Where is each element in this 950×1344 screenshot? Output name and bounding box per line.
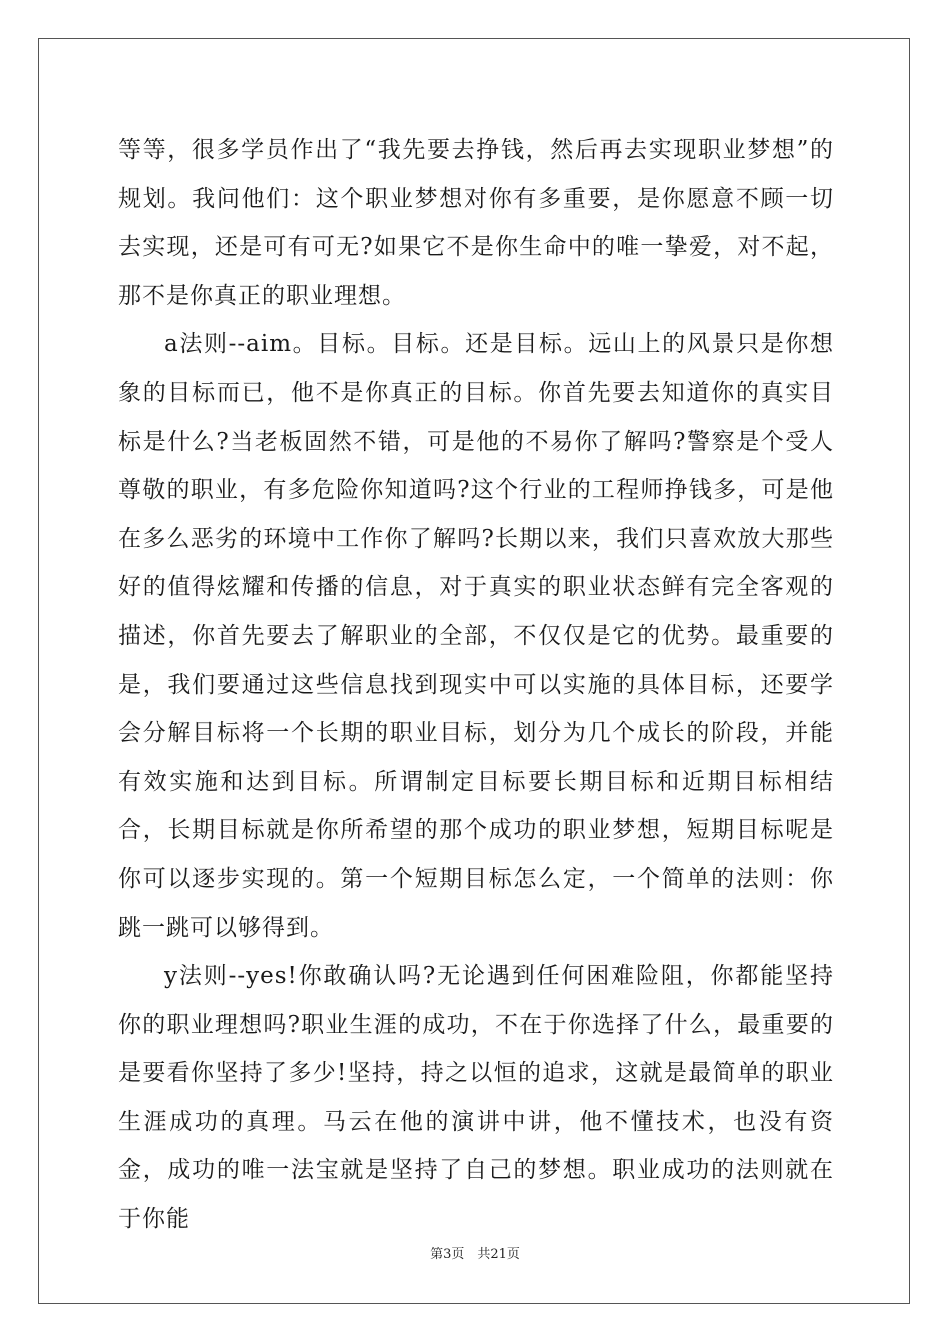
paragraph-3: y法则--yes!你敢确认吗?无论遇到任何困难险阻，你都能坚持你的职业理想吗?职业生涯的成功，不在于你选择了什么，最重要的是要看你坚持了多少!坚持，持之以恒的追求，这就是最简单的职业生涯成功的真理。马云在他的演讲中讲，他不懂技术，也没有资金，成功的唯一法宝就是坚持了自己的梦想。职业成功的法则就在于你能 bbox=[118, 963, 834, 1233]
paragraph-2: a法则--aim。目标。目标。还是目标。远山上的风景只是你想象的目标而已，他不是你真正的目标。你首先要去知道你的真实目标是什么?当老板固然不错，可是他的不易你了解吗?警察是个受人尊敬的职业，有多危险你知道吗?这个行业的工程师挣钱多，可是他在多么恶劣的环境中工作你了解吗?长期以来，我们只喜欢放大那些好的值得炫耀和传播的信息，对于真实的职业状态鲜有完全客观的描述，你首先要去了解职业的全部，不仅仅是它的优势。最重要的是，我们要通过这些信息找到现实中可以实施的具体目标，还要学会分解目标将一个长期的职业目标，划分为几个成长的阶段，并能有效实施和达到目标。所谓制定目标要长期目标和近期目标相结合，长期目标就是你所希望的那个成功的职业梦想，短期目标呢是你可以逐步实现的。第一个短期目标怎么定，一个简单的法则：你跳一跳可以够得到。 bbox=[118, 331, 834, 941]
page-number-footer: 第3页 共21页 bbox=[430, 1247, 520, 1262]
document-body bbox=[118, 126, 834, 1244]
paragraph-1: 等等，很多学员作出了“我先要去挣钱，然后再去实现职业梦想”的规划。我问他们：这个职业梦想对你有多重要，是你愿意不顾一切去实现，还是可有可无?如果它不是你生命中的唯一挚爱，对不起，那不是你真正的职业理想。 bbox=[118, 137, 834, 309]
